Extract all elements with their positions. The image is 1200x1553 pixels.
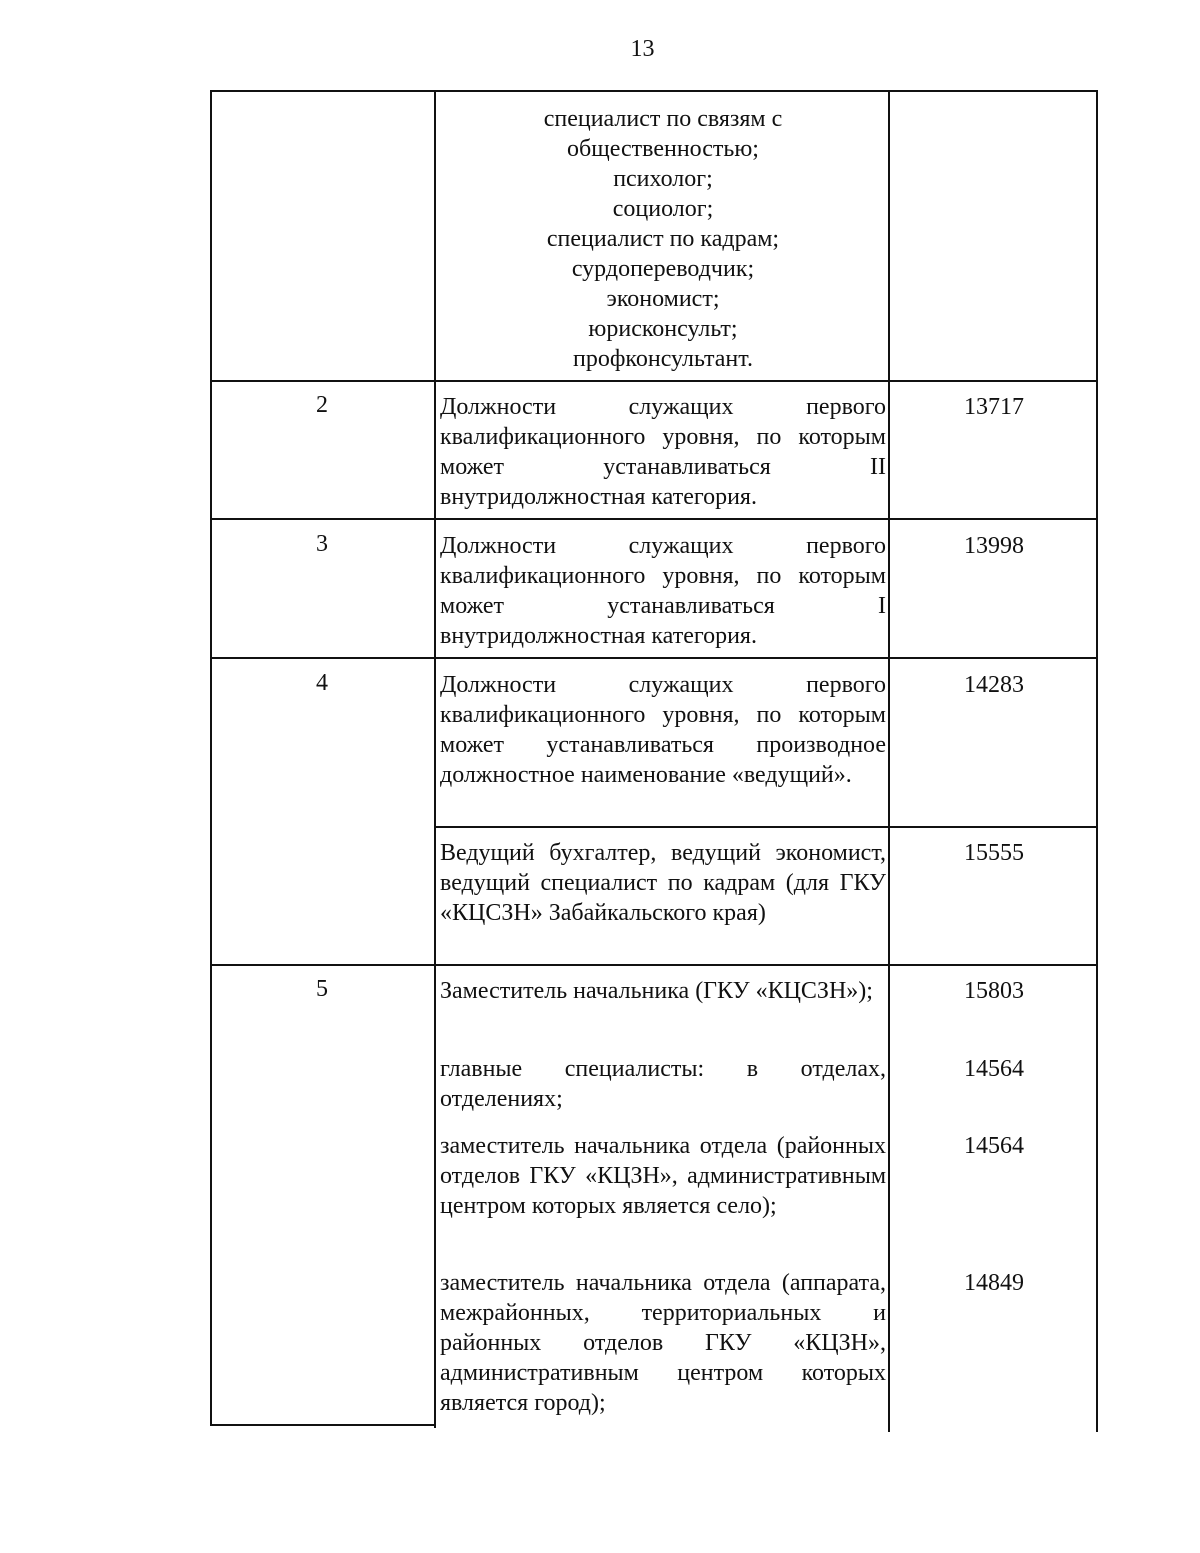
list-item: юрисконсульт; [588, 316, 738, 342]
list-item: сурдопереводчик; [571, 256, 755, 282]
list-item: специалист по связям с [543, 106, 783, 132]
row-separator [210, 964, 1098, 966]
list-item: специалист по кадрам; [546, 226, 780, 252]
row-value: 13717 [964, 394, 1024, 420]
table-border-bottom [210, 1424, 436, 1426]
row-separator [210, 518, 1098, 520]
row-value: 14564 [964, 1056, 1024, 1082]
list-item: профконсультант. [573, 346, 753, 372]
row-description: заместитель начальника отдела (аппарата, межрайонных, территориальных и районных отделов ГКУ «КЦЗН», административным центром которых является город); [440, 1270, 886, 1416]
row-number: 2 [316, 392, 328, 418]
row-value: 13998 [964, 533, 1024, 559]
list-item: общественностью; [567, 136, 759, 162]
table-divider-1 [434, 90, 436, 1428]
row-description: заместитель начальника отдела (районных отделов ГКУ «КЦЗН», административным центром которых является село); [440, 1133, 886, 1219]
row-number: 4 [316, 670, 328, 696]
row-description: Должности служащих первого квалификационного уровня, по которым может устанавливаться I внутридолжностная категория. [440, 533, 886, 649]
row-description: Должности служащих первого квалификационного уровня, по которым может устанавливаться производное должностное наименование «ведущий». [440, 672, 886, 788]
table-divider-2 [888, 90, 890, 1432]
list-item: социолог; [612, 196, 714, 222]
row-number: 5 [316, 976, 328, 1002]
table-border-top [210, 90, 1098, 92]
row-separator [210, 380, 1098, 382]
row-description: Заместитель начальника (ГКУ «КЦСЗН»); [440, 978, 873, 1004]
list-item: психолог; [613, 166, 713, 192]
row-value: 14849 [964, 1270, 1024, 1296]
page-number: 13 [630, 36, 655, 62]
row-description: Ведущий бухгалтер, ведущий экономист, ведущий специалист по кадрам (для ГКУ «КЦСЗН» Забайкальского края) [440, 840, 886, 926]
row-value: 14564 [964, 1133, 1024, 1159]
row-description: главные специалисты: в отделах, отделениях; [440, 1056, 886, 1112]
row-value: 15555 [964, 840, 1024, 866]
row-description: Должности служащих первого квалификационного уровня, по которым может устанавливаться II внутридолжностная категория. [440, 394, 886, 510]
row-value: 15803 [964, 978, 1024, 1004]
table-border-right [1096, 90, 1098, 1432]
row-separator [434, 826, 1098, 828]
positions-table [210, 90, 1098, 1430]
continuation-cell [440, 104, 886, 374]
row-separator [210, 657, 1098, 659]
list-item: экономист; [606, 286, 720, 312]
row-value: 14283 [964, 672, 1024, 698]
table-border-left [210, 90, 212, 1426]
row-number: 3 [316, 531, 328, 557]
